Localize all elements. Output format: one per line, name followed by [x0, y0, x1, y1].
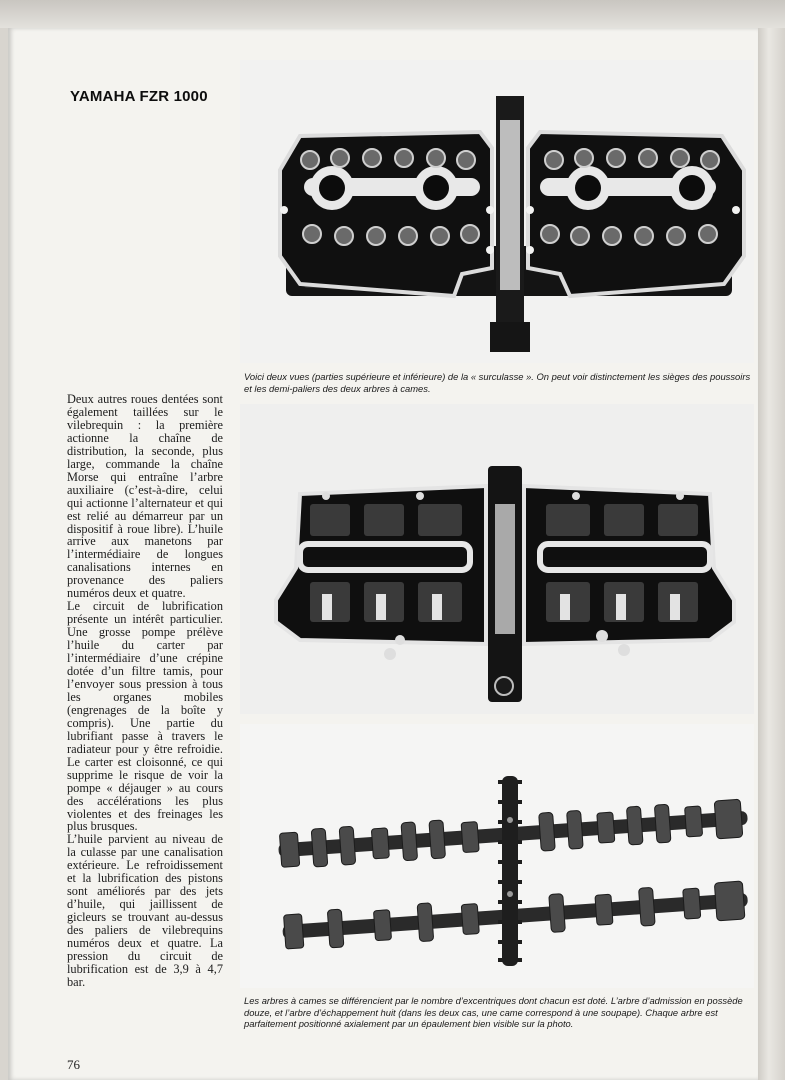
article-body-column — [67, 393, 223, 989]
body-paragraph: L’huile parvient au niveau de la culasse par une canalisation extérieure. Le refroidissement et la lubrification des pistons sont améliorés par des jets d’huile, qui jaillissent de gicleurs se trouvant au-dessus des paliers de vilebrequins numéros deux et quatre. La pression du circuit de lubrification est de 3,9 à 4,7 bar. — [67, 832, 223, 989]
photo-camshafts — [240, 724, 754, 988]
article-header: YAMAHA FZR 1000 — [70, 88, 208, 105]
caption-bottom-photo: Les arbres à cames se différencient par le nombre d’excentriques dont chacun est doté. L’arbre d’admission en possède douze, et l’arbre d’échappement huit (dans les deux cas, une came correspond à une soupape). Chaque arbre est parfaitement positionné axialement par un épaulement bien visible sur la photo. — [244, 995, 743, 1030]
cylinder-head-bottom-photo — [240, 404, 754, 714]
photo-cylinder-head-top — [240, 60, 754, 363]
photo-cylinder-head-bottom — [240, 404, 754, 714]
scan-right-edge — [758, 28, 785, 1080]
body-paragraph: Deux autres roues dentées sont également taillées sur le vilebrequin : la première actionne la chaîne de distribution, la seconde, plus large, commande la chaîne Morse qui entraîne l’arbre auxiliaire (c’est-à-dire, celui qui actionne l’alternateur et qui est relié au démarreur par un dispositif à roue libre). L’huile arrive aux manetons par l’intermédiaire de longues canalisations internes en provenance des paliers numéros deux et quatre. — [67, 392, 223, 601]
page-number: 76 — [67, 1057, 80, 1072]
cylinder-head-top-photo — [240, 60, 754, 363]
body-paragraph: Le circuit de lubrification présente un intérêt particulier. Une grosse pompe prélève l’huile du carter par l’intermédiaire d’une crépine dotée d’un filtre tamis, pour l’envoyer sous pression à tous les organes mobiles (engrenages de la boîte y compris). Une partie du lubrifiant passe à travers le radiateur pour y être refroidie. Le carter est cloisonné, ce qui supprime le risque de voir la pompe « déjauger » au cours des accélérations les plus violentes et des freinages les plus brusques. — [67, 599, 223, 834]
camshafts-photo — [240, 724, 754, 988]
scan-top-edge — [0, 0, 785, 28]
caption-top-photo: Voici deux vues (parties supérieure et inférieure) de la « surculasse ». On peut voir distinctement les sièges des poussoirs et les demi-paliers des deux arbres à cames. — [244, 371, 751, 394]
